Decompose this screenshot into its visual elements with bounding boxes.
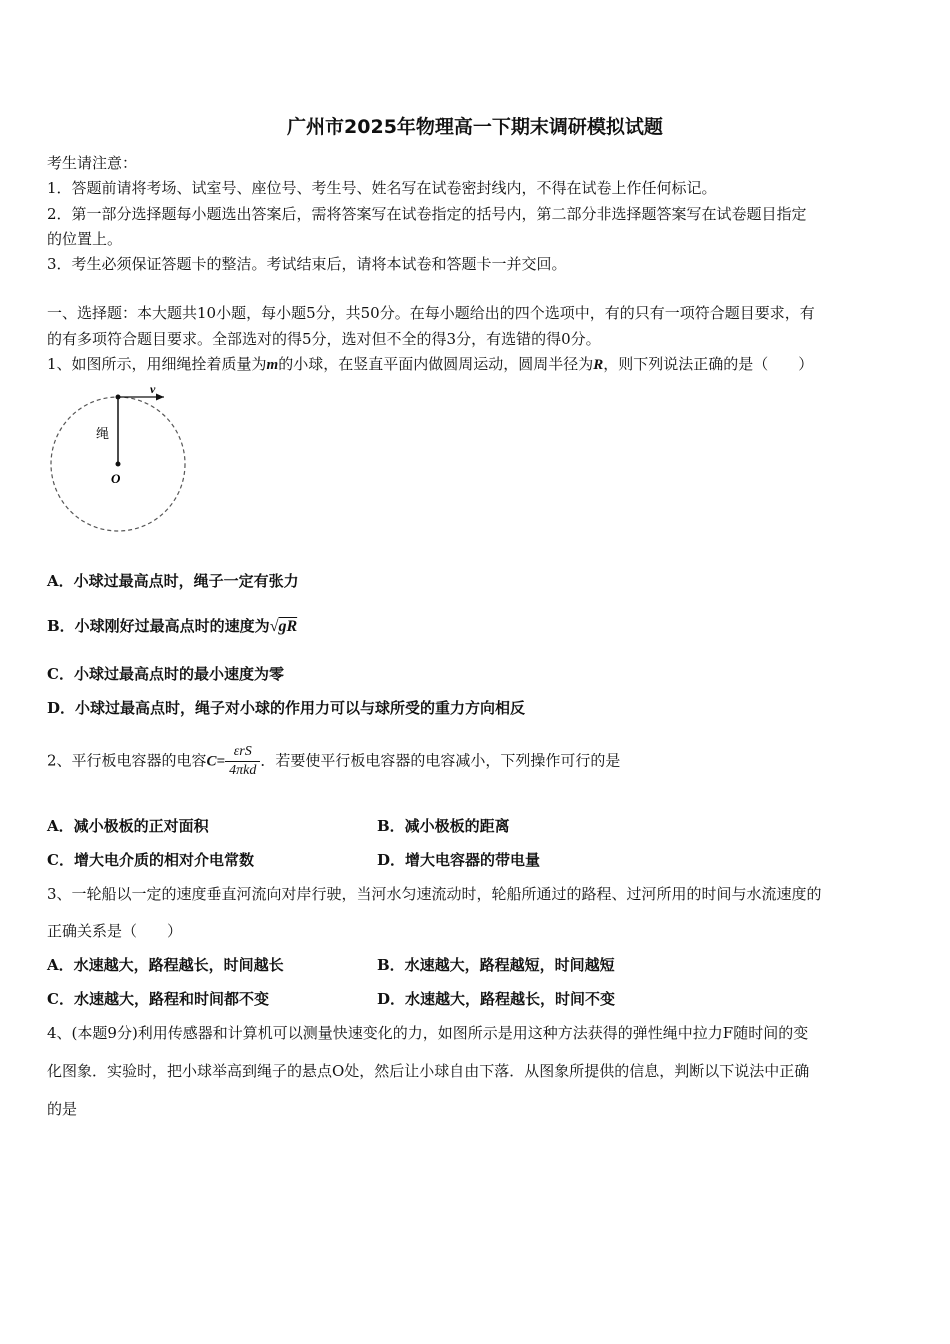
q3-option-a: A．水速越大，路程越长，时间越长 <box>47 956 284 974</box>
fraction-denominator: 4πkd <box>229 763 257 778</box>
velocity-label: v <box>150 382 156 396</box>
q2-stem-part-a: 2、平行板电容器的电容 <box>47 751 207 770</box>
velocity-arrowhead-icon <box>156 394 164 401</box>
q1-option-a: A．小球过最高点时，绳子一定有张力 <box>47 572 299 590</box>
sqrt-expression: √gR <box>269 618 298 635</box>
q1-circle-diagram <box>40 380 200 540</box>
q2-option-b: B．减小极板的距离 <box>377 817 510 835</box>
q1-mass-symbol: m <box>266 357 279 373</box>
q3-option-b: B．水速越大，路程越短，时间越短 <box>377 956 615 974</box>
q4-stem-line-2: 化图象．实验时，把小球举高到绳子的悬点O处，然后让小球自由下落．从图象所提供的信息，判断以下说法中正确 <box>47 1062 810 1080</box>
q1-option-d: D．小球过最高点时，绳子对小球的作用力可以与球所受的重力方向相反 <box>47 699 526 717</box>
exam-title: 广州市2025年物理高一下期末调研模拟试题 <box>287 116 663 138</box>
q3-option-d: D．水速越大，路程越长，时间不变 <box>377 990 616 1008</box>
q2-option-c: C．增大电介质的相对介电常数 <box>47 851 254 869</box>
center-label: O <box>111 471 121 486</box>
sqrt-radicand: gR <box>278 618 298 635</box>
capacitance-fraction <box>225 744 260 779</box>
q1-option-b <box>47 615 297 636</box>
rope-label: 绳 <box>96 427 110 442</box>
q3-option-c: C．水速越大，路程和时间都不变 <box>47 990 269 1008</box>
notice-heading: 考生请注意： <box>47 154 138 172</box>
q1-stem-part-c: ，则下列说法正确的是（ ） <box>603 355 814 373</box>
q1-stem-part-b: 的小球，在竖直平面内做圆周运动，圆周半径为 <box>278 355 594 373</box>
notice-item-2b: 的位置上。 <box>47 230 123 248</box>
section-instructions-2: 的有多项符合题目要求。全部选对的得5分，选对但不全的得3分，有选错的得0分。 <box>47 330 601 348</box>
center-dot <box>116 462 121 467</box>
section-instructions-1: 一、选择题：本大题共10小题，每小题5分，共50分。在每小题给出的四个选项中，有的只有一项符合题目要求，有 <box>47 304 815 322</box>
q2-capacitance-symbol: C= <box>206 753 226 770</box>
q2-option-d: D．增大电容器的带电量 <box>377 851 541 869</box>
q1-stem-part-a: 1、如图所示，用细绳拴着质量为 <box>47 355 267 373</box>
q1-radius-symbol: R <box>593 357 604 373</box>
fraction-numerator: εrS <box>225 744 260 762</box>
notice-item-3: 3．考生必须保证答题卡的整洁。考试结束后，请将本试卷和答题卡一并交回。 <box>47 255 567 273</box>
q4-stem-line-3: 的是 <box>47 1100 78 1118</box>
q1-option-c: C．小球过最高点时的最小速度为零 <box>47 665 284 683</box>
q1-option-b-text: B．小球刚好过最高点时的速度为 <box>47 617 270 635</box>
q3-stem-line-2: 正确关系是（ ） <box>47 922 183 940</box>
notice-item-2a: 2．第一部分选择题每小题选出答案后，需将答案写在试卷指定的括号内，第二部分非选择题答案写在试卷题目指定 <box>47 205 807 223</box>
q2-stem-part-b: ．若要使平行板电容器的电容减小，下列操作可行的是 <box>260 751 621 770</box>
q3-stem-line-1: 3、一轮船以一定的速度垂直河流向对岸行驶，当河水匀速流动时，轮船所通过的路程、过河所用的时间与水流速度的 <box>47 885 822 903</box>
q4-stem-line-1: 4、(本题9分)利用传感器和计算机可以测量快速变化的力，如图所示是用这种方法获得的弹性绳中拉力F随时间的变 <box>47 1024 809 1042</box>
q2-option-a: A．减小极板的正对面积 <box>47 817 209 835</box>
q2-stem <box>47 744 620 779</box>
notice-item-1: 1．答题前请将考场、试室号、座位号、考生号、姓名写在试卷密封线内，不得在试卷上作任何标记。 <box>47 179 717 197</box>
q1-stem <box>47 353 813 374</box>
